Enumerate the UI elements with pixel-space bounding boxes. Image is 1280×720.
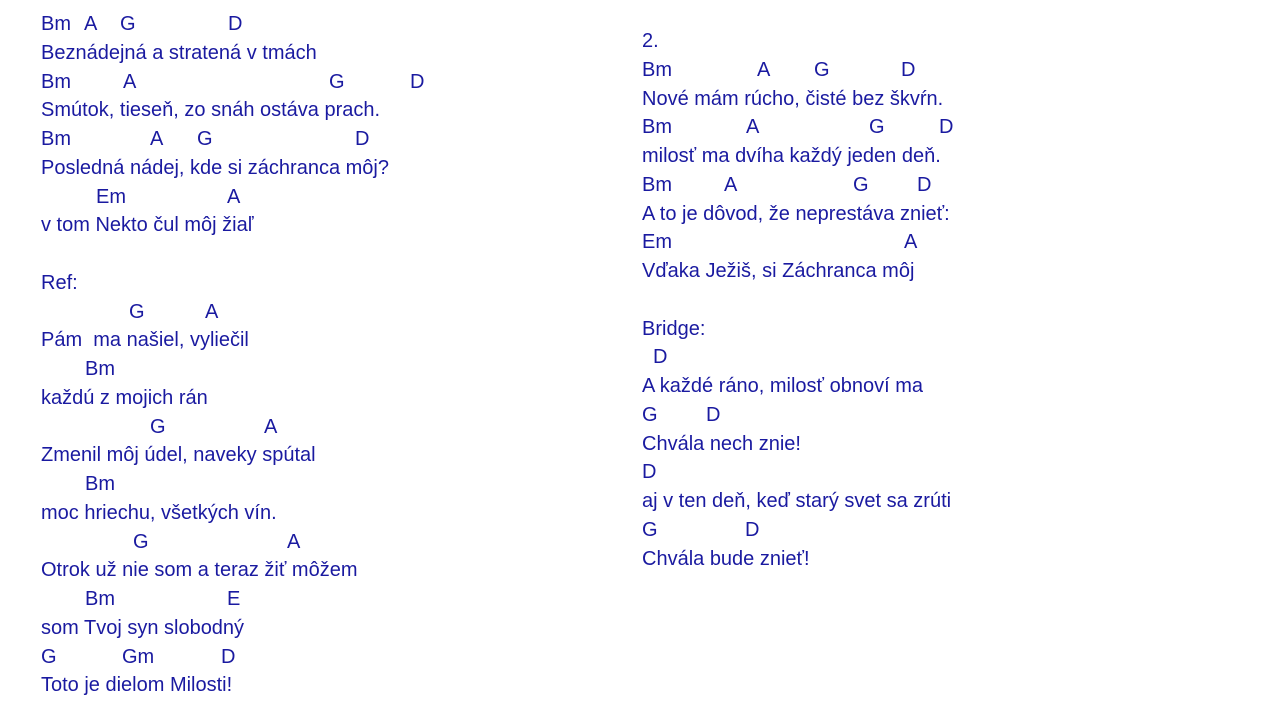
chord: D [917, 173, 932, 196]
section-label: Ref: [41, 271, 78, 294]
chord: G [642, 518, 658, 541]
lyric-line: Nové mám rúcho, čisté bez škvŕn. [642, 87, 944, 110]
chord: Bm [85, 473, 115, 495]
lyric-line: Smútok, tieseň, zo snáh ostáva prach. [41, 99, 381, 122]
chord-line [41, 183, 389, 212]
chord-line [642, 56, 951, 85]
chord: G [329, 70, 345, 93]
chord-line [41, 125, 389, 154]
chord: G [41, 645, 57, 668]
chord: D [901, 58, 916, 81]
chord: Bm [41, 13, 71, 35]
section-label: 2. [642, 30, 659, 52]
lyric-line: Chvála bude znieť! [642, 547, 810, 570]
chord: Bm [85, 588, 115, 610]
chord: A [757, 58, 771, 81]
chord: D [939, 116, 954, 139]
chord: A [227, 185, 241, 208]
chord-line [41, 413, 389, 442]
chord: Gm [122, 645, 155, 668]
chord: D [221, 645, 236, 668]
lyric-line: Chvála nech znie! [642, 432, 801, 455]
chord: A [205, 300, 219, 323]
chord-line [642, 458, 951, 487]
lyric-line: v tom Nekto čul môj žiaľ [41, 214, 254, 237]
chord: D [653, 346, 668, 369]
lyric-line: každú z mojich rán [41, 386, 208, 409]
chord: D [642, 461, 657, 484]
chord: A [264, 415, 278, 438]
chord-line [642, 401, 951, 430]
chord: D [355, 128, 370, 150]
blank-line [642, 286, 951, 315]
left-column [41, 10, 425, 700]
chord: A [150, 128, 164, 150]
chord: A [84, 13, 98, 35]
chord: A [724, 173, 738, 196]
chord: Bm [41, 128, 71, 150]
chord: Bm [85, 358, 115, 380]
lyric-line: Beznádejná a stratená v tmách [41, 41, 317, 64]
lyric-line: Otrok už nie som a teraz žiť môžem [41, 559, 358, 582]
chord: Em [96, 185, 126, 208]
chord: D [228, 13, 243, 35]
chord-line [41, 643, 389, 672]
chord: G [129, 300, 145, 323]
chord-line [642, 343, 951, 372]
chord: G [642, 403, 658, 426]
lyric-line: Zmenil môj údel, naveky spútal [41, 444, 316, 467]
chord-line [41, 585, 389, 614]
blank-line [41, 240, 389, 269]
chord-line [41, 528, 389, 557]
chord: A [746, 116, 760, 139]
chord: Em [642, 231, 672, 254]
chord-line [642, 516, 951, 545]
chord: D [410, 70, 425, 93]
chord: G [853, 173, 869, 196]
lyric-line: A to je dôvod, že neprestáva znieť: [642, 202, 950, 225]
lyric-line: milosť ma dvíha každý jeden deň. [642, 145, 941, 167]
chord: G [869, 116, 885, 139]
chord-line [41, 68, 425, 97]
chord: A [287, 530, 301, 553]
chord-line [642, 171, 951, 200]
lyric-line: som Tvoj syn slobodný [41, 616, 245, 639]
chord: E [227, 588, 241, 610]
lyric-line: A každé ráno, milosť obnoví ma [642, 375, 923, 397]
lyric-line: Posledná nádej, kde si záchranca môj? [41, 156, 389, 179]
chord: D [745, 518, 760, 541]
chord-line [41, 355, 389, 384]
chord-line [41, 10, 389, 39]
chord: Bm [642, 58, 672, 81]
chord-line [642, 113, 954, 142]
lyric-line: Pám ma našiel, vyliečil [41, 329, 249, 352]
chord: Bm [41, 70, 71, 93]
lyric-line: Toto je dielom Milosti! [41, 674, 233, 697]
chord: A [904, 231, 918, 254]
section-label: Bridge: [642, 317, 706, 340]
lyric-line: moc hriechu, všetkých vín. [41, 501, 277, 524]
chord: G [120, 13, 136, 35]
chord: Bm [642, 116, 672, 139]
chord: Bm [642, 173, 672, 196]
chord: G [150, 415, 166, 438]
chord: G [814, 58, 830, 81]
right-column [642, 27, 954, 573]
chord: D [706, 403, 721, 426]
lyric-line: aj v ten deň, keď starý svet sa zrúti [642, 490, 952, 512]
chord: A [123, 70, 137, 93]
chord-line [642, 228, 951, 257]
chord-line [41, 470, 389, 499]
chord: G [197, 128, 213, 150]
chord-line [41, 298, 389, 327]
chord: G [133, 530, 149, 553]
lyric-line: Vďaka Ježiš, si Záchranca môj [642, 260, 915, 282]
